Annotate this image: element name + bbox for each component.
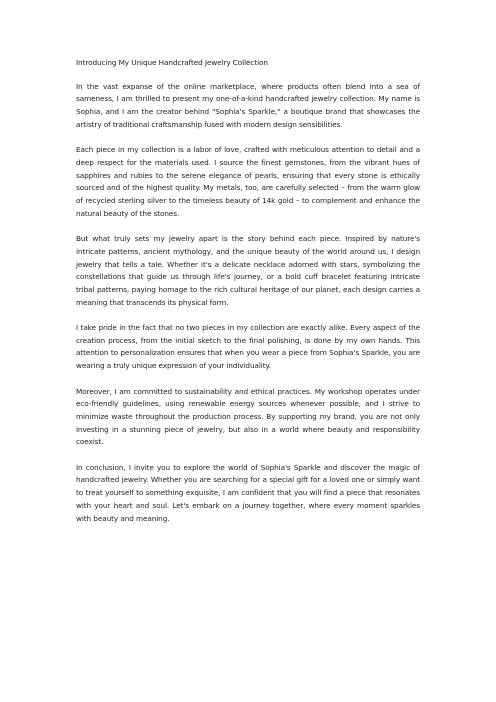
paragraph-uniqueness: I take pride in the fact that no two pieces in my collection are exactly alike. Every aspect of the creation process, from the initial sketch to the final polishing, is done by my own hands. This attention to personalization ensures that when you wear a piece from Sophia's Sparkle, you are wearing a truly unique expression of your individuality. <box>76 323 420 371</box>
paragraph-story: But what truly sets my jewelry apart is the story behind each piece. Inspired by nature's intricate patterns, ancient mythology, and the unique beauty of the world around us, I design jewelry that tells a tale. Whether it's a delicate necklace adorned with stars, symbolizing the constellations that guide us through life's journey, or a bold cuff bracelet featuring intricate tribal patterns, paying homage to the rich cultural heritage of our planet, each design carries a meaning that transcends its physical form. <box>76 234 420 307</box>
document-title: Introducing My Unique Handcrafted Jewelry Collection <box>76 58 268 67</box>
document-body <box>76 57 420 538</box>
paragraph-craftsmanship: Each piece in my collection is a labor of love, crafted with meticulous attention to detail and a deep respect for the materials used. I source the finest gemstones, from the vibrant hues of sapphires and rubies to the serene elegance of pearls, ensuring that every stone is ethically sourced and of the highest quality. My metals, too, are carefully selected – from the warm glow of recycled sterling silver to the timeless beauty of 14k gold – to complement and enhance the natural beauty of the stones. <box>76 145 420 218</box>
paragraph-sustainability: Moreover, I am committed to sustainability and ethical practices. My workshop operates under eco-friendly guidelines, using renewable energy sources whenever possible, and I strive to minimize waste throughout the production process. By supporting my brand, you are not only investing in a stunning piece of jewelry, but also in a world where beauty and responsibility coexist. <box>76 386 420 447</box>
paragraph-conclusion: In conclusion, I invite you to explore the world of Sophia's Sparkle and discover the magic of handcrafted jewelry. Whether you are searching for a special gift for a loved one or simply want to treat yourself to something exquisite, I am confident that you will find a piece that resonates with your heart and soul. Let's embark on a journey together, where every moment sparkles with beauty and meaning. <box>76 462 420 523</box>
paragraph-intro: In the vast expanse of the online marketplace, where products often blend into a sea of sameness, I am thrilled to present my one-of-a-kind handcrafted jewelry collection. My name is Sophia, and I am the creator behind "Sophia's Sparkle," a boutique brand that showcases the artistry of traditional craftsmanship fused with modern design sensibilities. <box>76 81 420 129</box>
